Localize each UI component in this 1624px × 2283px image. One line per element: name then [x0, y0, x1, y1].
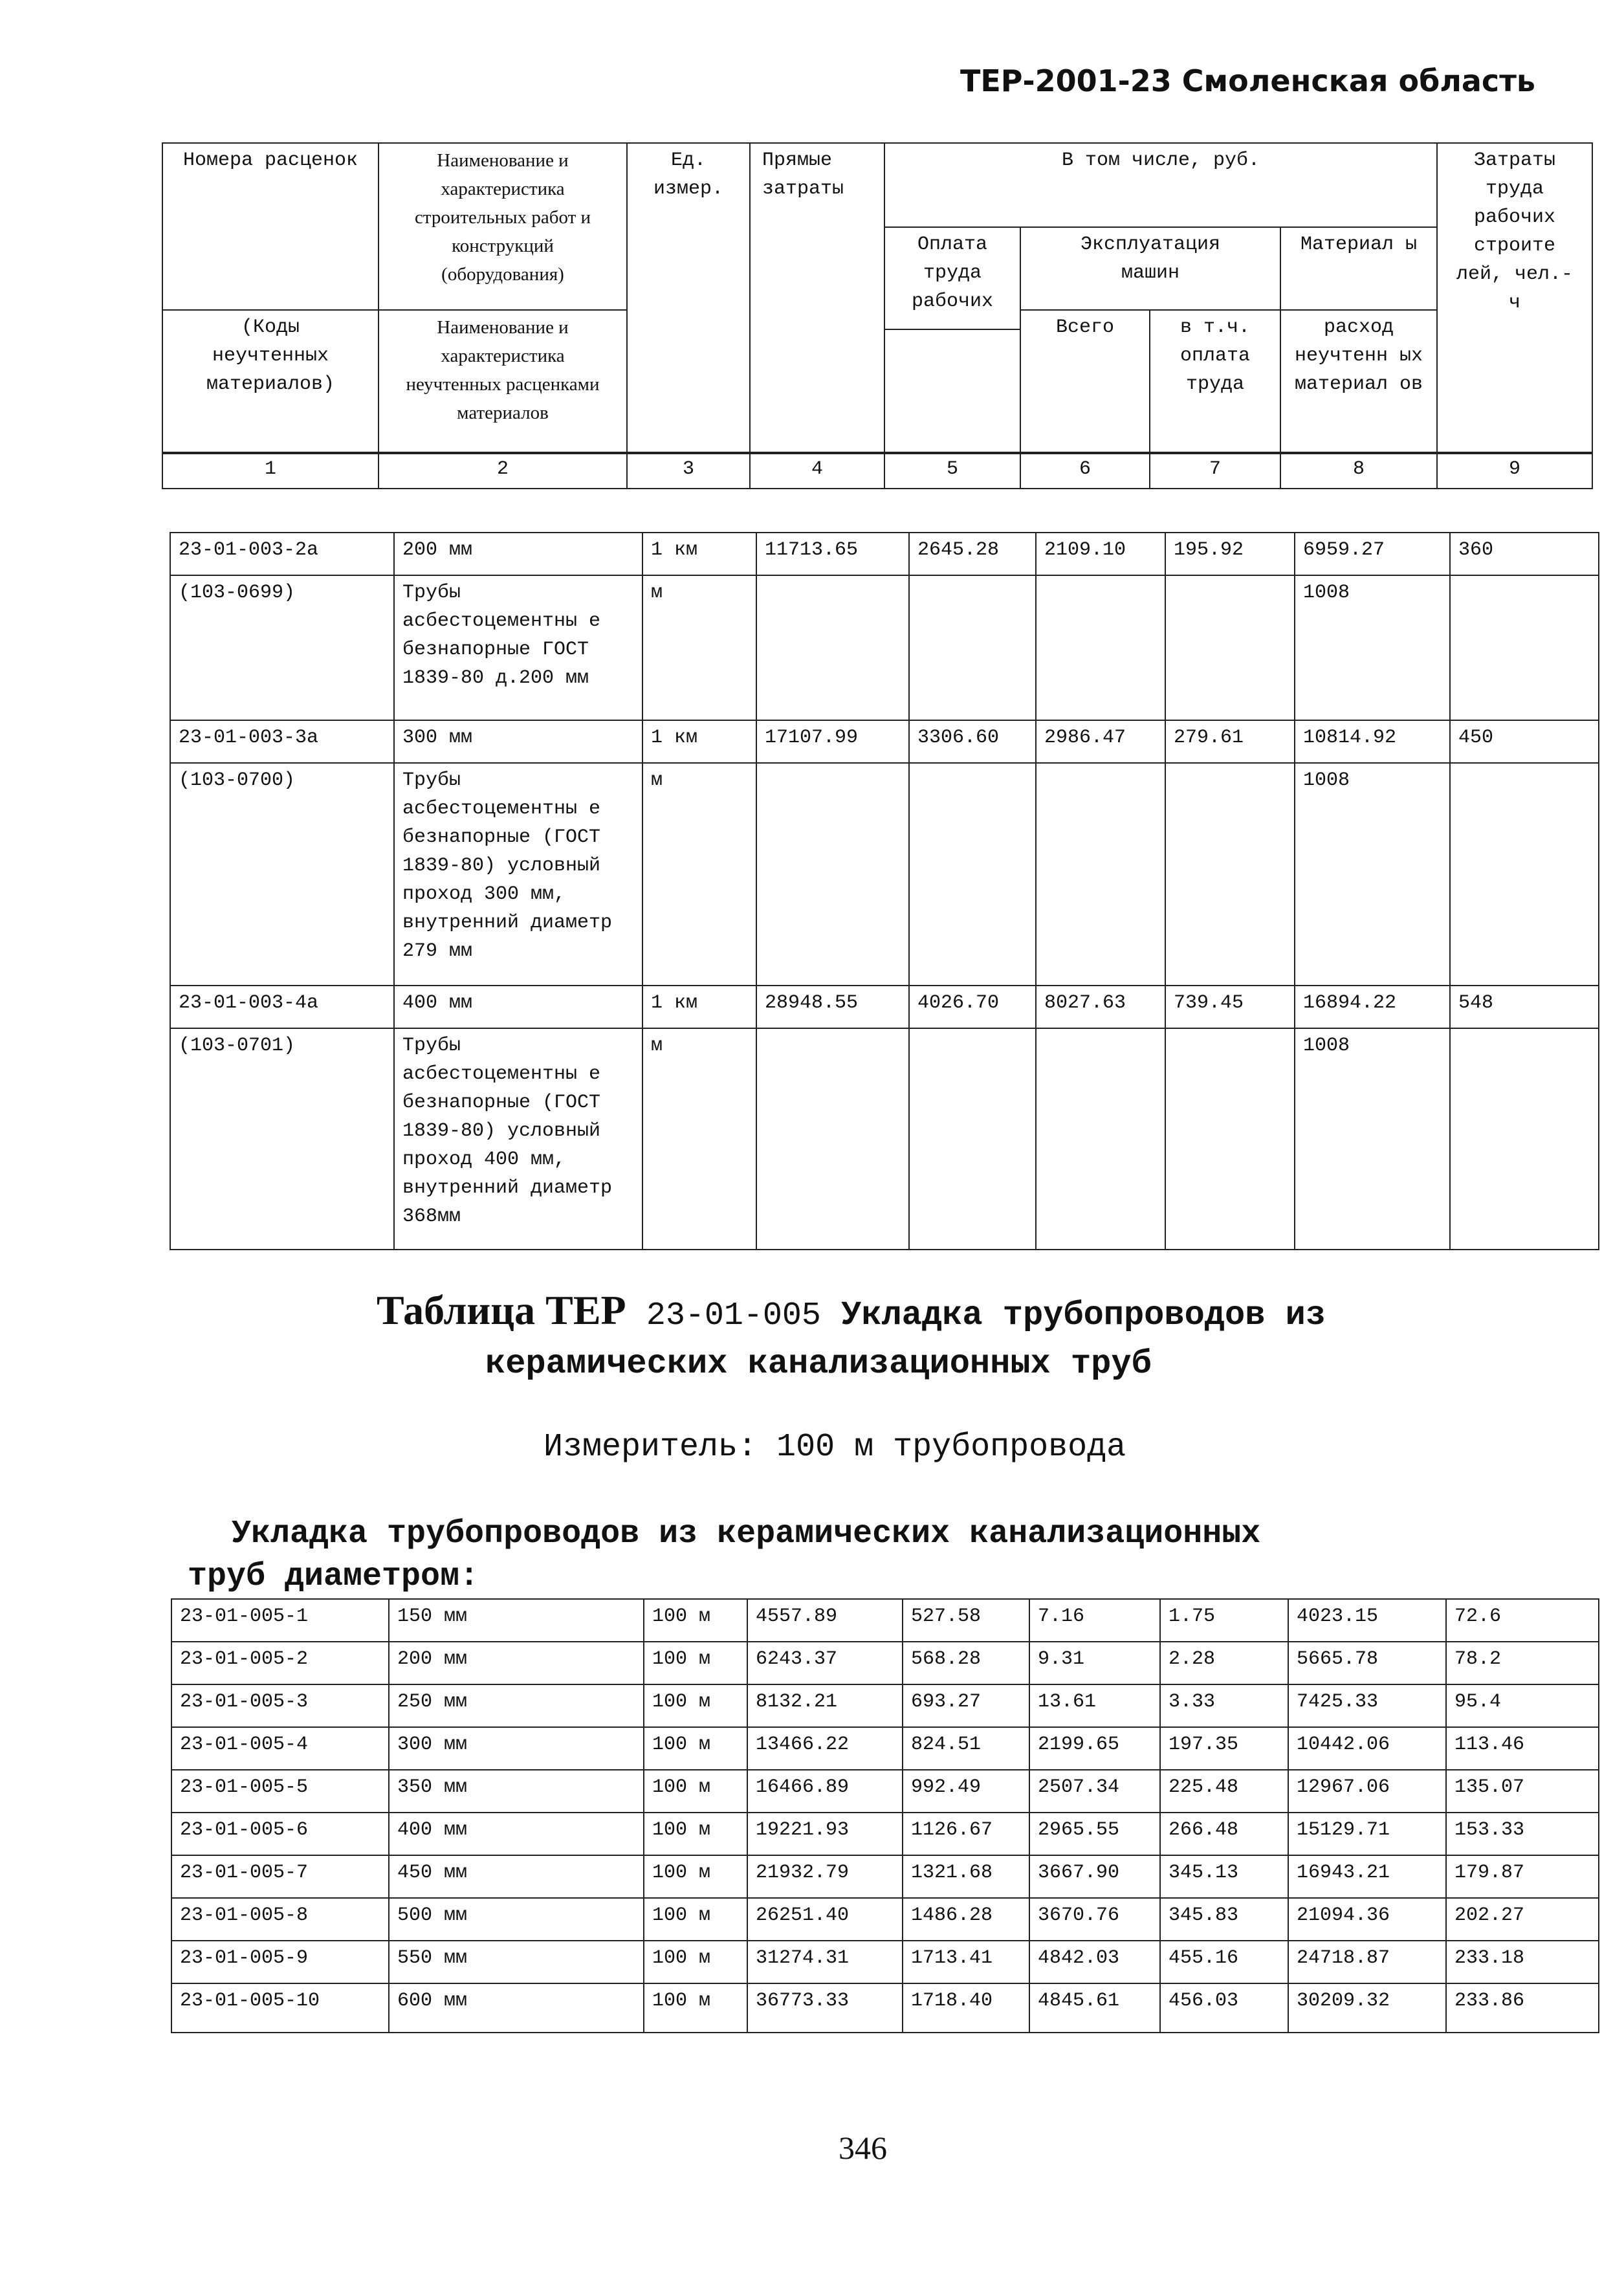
table-cell: 233.86 — [1446, 1983, 1599, 2033]
section-title — [377, 1286, 1326, 1334]
table-cell — [1165, 1028, 1295, 1250]
table-cell: 6959.27 — [1295, 533, 1450, 575]
table-cell: 100 м — [644, 1770, 747, 1813]
table-cell: 10814.92 — [1295, 720, 1450, 763]
table-cell: 21932.79 — [747, 1855, 903, 1898]
table-row — [170, 763, 1599, 986]
column-number: 4 — [750, 454, 884, 489]
table-row — [171, 1855, 1599, 1898]
table-cell: м — [642, 1028, 756, 1250]
table-cell: 13.61 — [1029, 1684, 1160, 1727]
table-cell: 250 мм — [389, 1684, 644, 1727]
header-table — [162, 142, 1593, 453]
table-cell — [1165, 763, 1295, 986]
table-cell: 824.51 — [903, 1727, 1029, 1770]
table-cell: 135.07 — [1446, 1770, 1599, 1813]
table-cell: 12967.06 — [1288, 1770, 1446, 1813]
table-cell: 400 мм — [394, 986, 642, 1028]
column-number: 7 — [1150, 454, 1280, 489]
table-cell: 100 м — [644, 1684, 747, 1727]
table-cell — [909, 575, 1036, 720]
table-cell: 23-01-003-3а — [170, 720, 394, 763]
column-number: 5 — [884, 454, 1020, 489]
table-cell — [1036, 1028, 1165, 1250]
table-cell: 6243.37 — [747, 1642, 903, 1684]
table-cell: 7425.33 — [1288, 1684, 1446, 1727]
table-cell: 23-01-003-4а — [170, 986, 394, 1028]
table-cell: 360 — [1450, 533, 1599, 575]
table-cell: 4842.03 — [1029, 1941, 1160, 1983]
table-cell — [1036, 575, 1165, 720]
table-cell: 4023.15 — [1288, 1599, 1446, 1642]
header-including: В том числе, руб. — [884, 143, 1437, 227]
table-cell: Трубы асбестоцементны е безнапорные ГОСТ 1839-80 д.200 мм — [394, 575, 642, 720]
table-cell — [909, 1028, 1036, 1250]
table-cell: 100 м — [644, 1898, 747, 1941]
table-row — [170, 720, 1599, 763]
table-cell: 300 мм — [394, 720, 642, 763]
table-cell: 23-01-005-8 — [171, 1898, 389, 1941]
table-cell: 1008 — [1295, 1028, 1450, 1250]
table-cell: 693.27 — [903, 1684, 1029, 1727]
table-cell: (103-0700) — [170, 763, 394, 986]
table-cell: 23-01-005-6 — [171, 1813, 389, 1855]
table-row — [170, 575, 1599, 720]
header-direct-costs: Прямые затраты — [750, 143, 884, 452]
table-cell: 992.49 — [903, 1770, 1029, 1813]
table-cell: 16894.22 — [1295, 986, 1450, 1028]
table-cell: 3306.60 — [909, 720, 1036, 763]
table-cell: 9.31 — [1029, 1642, 1160, 1684]
table-cell: 23-01-005-9 — [171, 1941, 389, 1983]
table-cell: 2199.65 — [1029, 1727, 1160, 1770]
table-cell: 400 мм — [389, 1813, 644, 1855]
table-cell: 568.28 — [903, 1642, 1029, 1684]
table-cell: 1008 — [1295, 575, 1450, 720]
table-cell: 23-01-005-10 — [171, 1983, 389, 2033]
table-cell: 16466.89 — [747, 1770, 903, 1813]
table-cell: 456.03 — [1160, 1983, 1288, 2033]
header-rate-number: Номера расценок — [162, 143, 379, 310]
table-cell: 2986.47 — [1036, 720, 1165, 763]
subsection-heading-line2: труб диаметром: — [188, 1558, 479, 1595]
table-cell: 300 мм — [389, 1727, 644, 1770]
table-cell: 30209.32 — [1288, 1983, 1446, 2033]
page-number: 346 — [839, 2130, 887, 2166]
running-header: ТЕР-2001-23 Смоленская область — [960, 63, 1535, 98]
rates-table-1 — [170, 532, 1599, 1250]
table-cell: 1486.28 — [903, 1898, 1029, 1941]
table-cell: 1718.40 — [903, 1983, 1029, 2033]
table-cell: 19221.93 — [747, 1813, 903, 1855]
table-cell — [909, 763, 1036, 986]
table-cell: 195.92 — [1165, 533, 1295, 575]
table-row — [170, 533, 1599, 575]
table-row — [171, 1642, 1599, 1684]
table-cell: 350 мм — [389, 1770, 644, 1813]
table-cell — [1036, 763, 1165, 986]
table-cell: 1 км — [642, 720, 756, 763]
table-cell: 550 мм — [389, 1941, 644, 1983]
table-cell: 23-01-005-4 — [171, 1727, 389, 1770]
table-cell: 100 м — [644, 1941, 747, 1983]
table-cell: 72.6 — [1446, 1599, 1599, 1642]
table-cell: 100 м — [644, 1599, 747, 1642]
column-number: 2 — [379, 454, 627, 489]
table-cell: 10442.06 — [1288, 1727, 1446, 1770]
header-incl-wage: в т.ч. оплата труда — [1150, 310, 1280, 452]
table-cell: 739.45 — [1165, 986, 1295, 1028]
table-cell: 4026.70 — [909, 986, 1036, 1028]
table-cell: 200 мм — [394, 533, 642, 575]
table-row — [171, 1599, 1599, 1642]
table-cell: 200 мм — [389, 1642, 644, 1684]
table-cell: 23-01-003-2а — [170, 533, 394, 575]
table-cell: 179.87 — [1446, 1855, 1599, 1898]
table-cell — [1165, 575, 1295, 720]
header-wage: Оплата труда рабочих — [884, 227, 1020, 329]
header-codes: (Коды неучтенных материалов) — [162, 310, 379, 452]
table-cell — [756, 763, 909, 986]
table-cell — [1450, 575, 1599, 720]
table-cell: м — [642, 575, 756, 720]
table-cell: 1.75 — [1160, 1599, 1288, 1642]
table-cell: 3.33 — [1160, 1684, 1288, 1727]
table-cell: 95.4 — [1446, 1684, 1599, 1727]
table-cell: 345.13 — [1160, 1855, 1288, 1898]
table-cell: 233.18 — [1446, 1941, 1599, 1983]
table-cell: 3667.90 — [1029, 1855, 1160, 1898]
section-subtitle: керамических канализационных труб — [485, 1345, 1152, 1383]
column-number: 3 — [627, 454, 750, 489]
table-cell: 527.58 — [903, 1599, 1029, 1642]
table-row — [171, 1770, 1599, 1813]
table-row — [170, 1028, 1599, 1250]
table-cell: 4845.61 — [1029, 1983, 1160, 2033]
table-cell: 4557.89 — [747, 1599, 903, 1642]
header-material-name: Наименование и характеристика неучтенных расценками материалов — [379, 310, 627, 452]
table-cell — [1450, 1028, 1599, 1250]
table-row — [171, 1898, 1599, 1941]
table-cell: 78.2 — [1446, 1642, 1599, 1684]
table-cell: 21094.36 — [1288, 1898, 1446, 1941]
section-title-rest: Укладка трубопроводов из — [841, 1296, 1326, 1334]
table-row — [171, 1727, 1599, 1770]
column-number: 9 — [1437, 454, 1592, 489]
table-cell: 100 м — [644, 1855, 747, 1898]
table-cell: 1 км — [642, 533, 756, 575]
table-cell: 2645.28 — [909, 533, 1036, 575]
table-cell: 455.16 — [1160, 1941, 1288, 1983]
table-cell: 100 м — [644, 1813, 747, 1855]
table-cell: 1126.67 — [903, 1813, 1029, 1855]
header-wage-cont — [884, 329, 1020, 452]
table-cell: 2109.10 — [1036, 533, 1165, 575]
table-cell: 13466.22 — [747, 1727, 903, 1770]
table-cell: 1713.41 — [903, 1941, 1029, 1983]
table-cell: 548 — [1450, 986, 1599, 1028]
table-cell: 23-01-005-7 — [171, 1855, 389, 1898]
rates-table-2 — [171, 1598, 1599, 2033]
table-cell: 266.48 — [1160, 1813, 1288, 1855]
table-cell: 100 м — [644, 1642, 747, 1684]
table-cell: 15129.71 — [1288, 1813, 1446, 1855]
table-cell: 2507.34 — [1029, 1770, 1160, 1813]
table-cell: 16943.21 — [1288, 1855, 1446, 1898]
table-cell: 2.28 — [1160, 1642, 1288, 1684]
column-number: 8 — [1280, 454, 1437, 489]
table-cell — [1450, 763, 1599, 986]
header-labor-costs: Затраты труда рабочих строите лей, чел.-ч — [1437, 143, 1592, 452]
table-cell: (103-0701) — [170, 1028, 394, 1250]
column-number: 1 — [162, 454, 379, 489]
table-cell: 113.46 — [1446, 1727, 1599, 1770]
table-cell: 24718.87 — [1288, 1941, 1446, 1983]
header-unit: Ед. измер. — [627, 143, 750, 452]
table-cell: 26251.40 — [747, 1898, 903, 1941]
table-cell: 2965.55 — [1029, 1813, 1160, 1855]
table-cell: 23-01-005-5 — [171, 1770, 389, 1813]
header-machine-operation: Эксплуатация машин — [1020, 227, 1280, 310]
table-cell: 3670.76 — [1029, 1898, 1160, 1941]
header-work-name: Наименование и характеристика строительных работ и конструкций (оборудования) — [379, 143, 627, 310]
table-row — [170, 986, 1599, 1028]
column-numbers — [162, 453, 1593, 489]
table-cell: 1008 — [1295, 763, 1450, 986]
table-cell: 11713.65 — [756, 533, 909, 575]
table-cell: 225.48 — [1160, 1770, 1288, 1813]
table-cell: 23-01-005-1 — [171, 1599, 389, 1642]
table-row — [171, 1684, 1599, 1727]
table-row — [171, 1813, 1599, 1855]
table-cell: (103-0699) — [170, 575, 394, 720]
section-title-prefix: Таблица ТЕР — [377, 1287, 626, 1333]
table-cell: 279.61 — [1165, 720, 1295, 763]
table-cell: 1 км — [642, 986, 756, 1028]
section-title-code: 23-01-005 — [646, 1297, 821, 1334]
table-row — [171, 1983, 1599, 2033]
table-cell: м — [642, 763, 756, 986]
table-cell: 202.27 — [1446, 1898, 1599, 1941]
table-cell: 100 м — [644, 1983, 747, 2033]
table-cell: 100 м — [644, 1727, 747, 1770]
table-cell: 8027.63 — [1036, 986, 1165, 1028]
table-cell: 153.33 — [1446, 1813, 1599, 1855]
table-cell: 5665.78 — [1288, 1642, 1446, 1684]
measure-unit: Измеритель: 100 м трубопровода — [543, 1429, 1126, 1466]
table-cell: 500 мм — [389, 1898, 644, 1941]
table-cell: 197.35 — [1160, 1727, 1288, 1770]
table-cell — [756, 575, 909, 720]
table-cell: 23-01-005-2 — [171, 1642, 389, 1684]
column-number: 6 — [1020, 454, 1150, 489]
header-total: Всего — [1020, 310, 1150, 452]
header-materials: Материал ы — [1280, 227, 1437, 310]
table-cell: 1321.68 — [903, 1855, 1029, 1898]
subsection-heading-line1: Укладка трубопроводов из керамических канализационных — [232, 1516, 1261, 1552]
table-cell: 600 мм — [389, 1983, 644, 2033]
table-cell: 17107.99 — [756, 720, 909, 763]
table-cell: 23-01-005-3 — [171, 1684, 389, 1727]
table-row — [171, 1941, 1599, 1983]
table-cell — [756, 1028, 909, 1250]
table-cell: 345.83 — [1160, 1898, 1288, 1941]
table-cell: 28948.55 — [756, 986, 909, 1028]
table-cell: Трубы асбестоцементны е безнапорные (ГОСТ 1839-80) условный проход 400 мм, внутренний диаметр 368мм — [394, 1028, 642, 1250]
table-cell: 31274.31 — [747, 1941, 903, 1983]
header-unaccounted-materials: расход неучтенн ых материал ов — [1280, 310, 1437, 452]
table-cell: Трубы асбестоцементны е безнапорные (ГОСТ 1839-80) условный проход 300 мм, внутренний диаметр 279 мм — [394, 763, 642, 986]
table-cell: 8132.21 — [747, 1684, 903, 1727]
table-cell: 7.16 — [1029, 1599, 1160, 1642]
table-cell: 36773.33 — [747, 1983, 903, 2033]
table-cell: 450 мм — [389, 1855, 644, 1898]
table-cell: 450 — [1450, 720, 1599, 763]
table-cell: 150 мм — [389, 1599, 644, 1642]
